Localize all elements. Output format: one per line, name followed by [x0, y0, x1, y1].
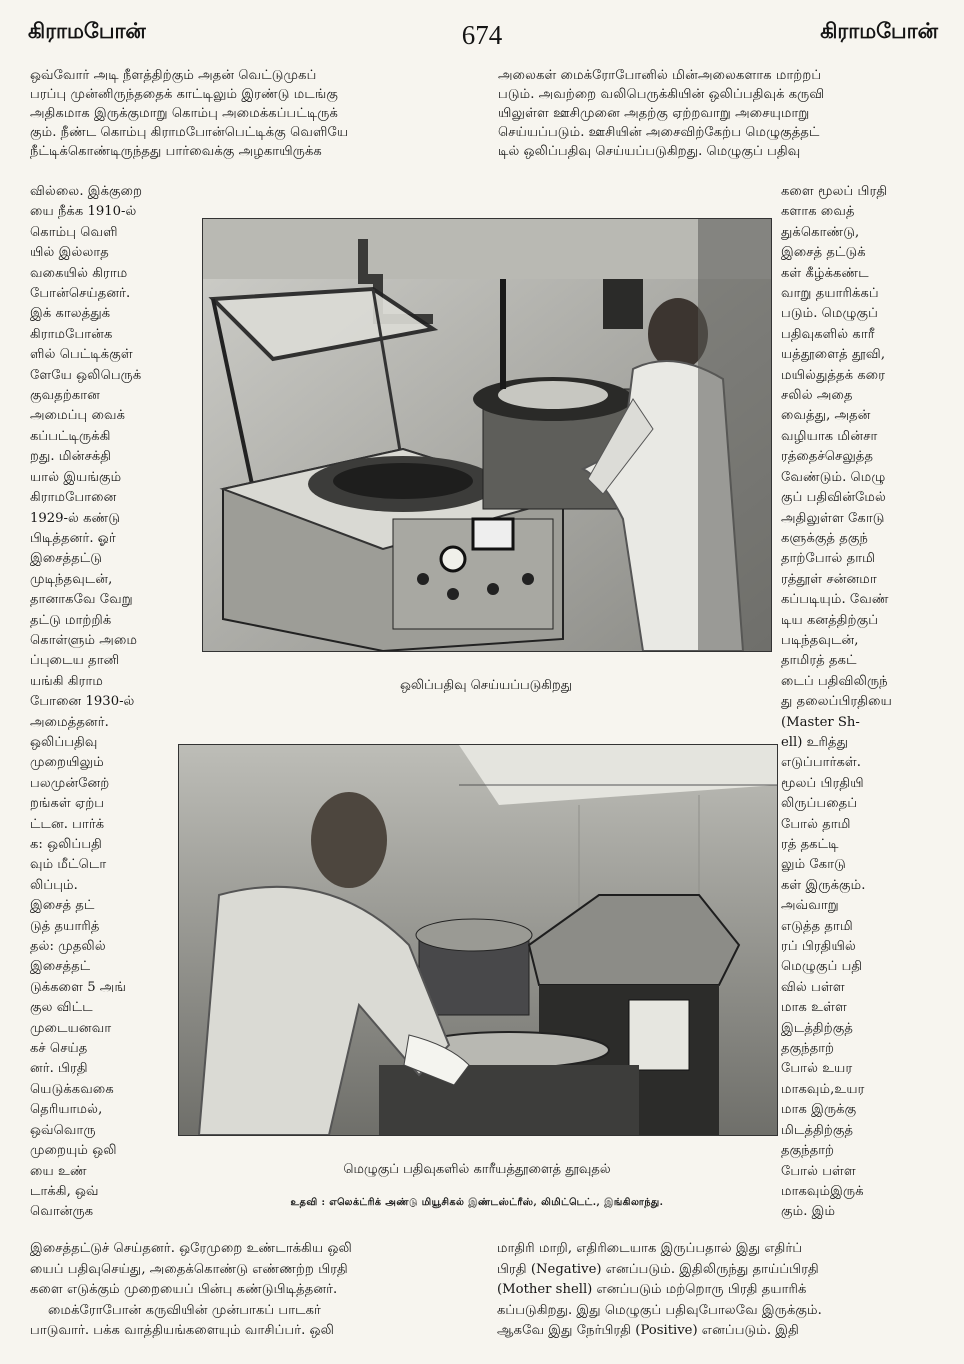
text-line: குவதற்கான	[30, 388, 100, 404]
text-line: சலில் அதை	[781, 388, 853, 404]
text-line: இக் காலத்துக்	[30, 306, 111, 322]
text-line: இசைத்தட்டுச் செய்தனர். ஒரேமுறை உண்டாக்கிய ஒலி	[30, 1241, 352, 1256]
text-line: ட்டன. பார்க்	[30, 816, 105, 832]
text-line: டைப் பதிவிலிருந்	[781, 673, 888, 689]
text-line: றது. மின்சக்தி	[30, 449, 112, 465]
text-line: களுக்குத் தகுந்	[781, 530, 869, 546]
text-line: அமைத்தனர்.	[30, 714, 109, 730]
text-line: எடுத்த தாமி	[781, 918, 853, 934]
text-line: ell) உரித்து	[781, 734, 849, 750]
text-line: யை நீக்க 1910-ல்	[30, 204, 137, 220]
text-line: கும். இம்	[781, 1204, 836, 1220]
text-line: முடிந்தவுடன்,	[30, 571, 113, 587]
text-line: குல விட்ட	[30, 1000, 93, 1016]
text-line: ரப் பிரதியில்	[781, 939, 856, 955]
text-line: மாகவும்,உயர	[781, 1081, 865, 1097]
text-line: படிந்தவுடன்,	[781, 632, 859, 648]
text-line: யிலுள்ள ஊசிமுனை அதற்கு ஏற்றவாறு அசையுமாறு	[498, 106, 810, 121]
text-line: கப்படுகிறது. இது மெழுகுப் பதிவுபோலவே இருக்கும்.	[497, 1302, 822, 1318]
text-line: றங்கள் ஏற்ப	[30, 796, 105, 812]
text-line: வும் மீட்டொ	[30, 857, 107, 873]
text-line: கொள்ளும் அமை	[30, 632, 138, 648]
text-line: பரப்பு முன்னிருந்ததைக் காட்டிலும் இரண்டு மடங்கு	[30, 87, 339, 102]
text-line: தகுந்தாற்	[781, 1143, 835, 1159]
text-line: இசைத்தட்	[30, 959, 91, 975]
text-line: ரத்தைச்செலுத்த	[781, 449, 874, 465]
text-line: வகையில் கிராம	[30, 265, 128, 281]
text-line: கிராமபோன்க	[30, 326, 113, 342]
text-line: கள் கீழ்க்கண்ட	[781, 265, 869, 281]
text-line: கச் செய்த	[30, 1041, 88, 1057]
text-line: களை எடுக்கும் முறையைப் பின்பு கண்டுபிடித்தனர்.	[30, 1282, 338, 1297]
text-line: கப்படியும். வேண்	[781, 592, 889, 608]
text-line: கப்பட்டிருக்கி	[30, 428, 111, 444]
top-right-paragraph	[498, 66, 938, 161]
text-line: தானாகவே வேறு	[30, 592, 133, 608]
text-line: கொம்பு வெளி	[30, 224, 118, 240]
text-line: ளேயே ஒலிபெருக்	[30, 367, 142, 383]
top-left-paragraph	[30, 66, 470, 161]
text-line: யங்கி கிராம	[30, 673, 103, 689]
photo2-caption: மெழுகுப் பதிவுகளில் காரீயத்தூளைத் தூவுதல்	[343, 1162, 611, 1177]
text-line: போனை 1930-ல்	[30, 694, 135, 710]
text-line: குப் பதிவின்மேல்	[781, 490, 886, 506]
text-line: அதிலுள்ள கோடு	[781, 510, 885, 526]
dusting-photo	[178, 744, 778, 1136]
text-line: இசைத்தட்டு	[30, 551, 103, 567]
bottom-right-paragraph	[497, 1239, 942, 1342]
text-line: யில் இல்லாத	[30, 245, 109, 261]
running-header-left: கிராமபோன்	[28, 18, 146, 43]
text-line: நீட்டிக்கொண்டிருந்தது பார்வைக்கு அழகாயிருக்க	[30, 144, 322, 159]
text-line: மிடத்திற்குத்	[781, 1122, 854, 1138]
text-line: மெழுகுப் பதி	[781, 959, 863, 975]
text-line: தாமிரத் தகட்	[781, 653, 857, 669]
text-line: வில்லை. இக்குறை	[30, 184, 143, 199]
text-line: டில் ஒலிப்பதிவு செய்யப்படுகிறது. மெழுகுப் பதிவு	[498, 144, 801, 159]
text-line: யை உண்	[30, 1163, 87, 1179]
recording-photo	[202, 218, 772, 652]
text-line: வழியாக மின்சா	[781, 428, 878, 444]
text-line: முடையனவா	[30, 1020, 112, 1036]
text-line: தெரியாமல்,	[30, 1102, 103, 1118]
text-line: னர். பிரதி	[30, 1061, 88, 1077]
text-line: மாகவும்இருக்	[781, 1183, 864, 1199]
text-line: இடத்திற்குத்	[781, 1020, 853, 1036]
text-line: மாக இருக்கு	[781, 1102, 857, 1118]
text-line: (Mother shell) எனப்படும் மற்றொரு பிரதி தயாரிக்	[497, 1282, 807, 1297]
text-line: யெடுக்கவகை	[30, 1081, 114, 1097]
text-line: பாடுவார். பக்க வாத்தியங்களையும் வாசிப்பர். ஒலி	[30, 1323, 335, 1338]
text-line: ளில் பெட்டிக்குள்	[30, 347, 133, 363]
text-line: போன்செய்தனர்.	[30, 286, 131, 302]
text-line: படும். அவற்றை வலிபெருக்கியின் ஒலிப்பதிவுக் கருவி	[498, 87, 825, 102]
text-line: போல் பள்ள	[781, 1163, 856, 1179]
text-line: வைத்து, அதன்	[781, 408, 871, 424]
text-line: செய்யப்படும். ஊசியின் அசைவிற்கேற்ப மெழுகுத்தட்	[498, 125, 820, 140]
text-line: துக்கொண்டு,	[781, 224, 860, 240]
text-line: லிருப்பதைப்	[781, 796, 858, 812]
photo1-caption: ஒலிப்பதிவு செய்யப்படுகிறது	[399, 678, 573, 693]
text-line: அவ்வாறு	[781, 898, 839, 914]
text-line: அதிகமாக இருக்குமாறு கொம்பு அமைக்கப்பட்டிருக்	[30, 106, 338, 121]
text-line: அமைப்பு வைக்	[30, 408, 126, 424]
text-line: களாக வைத்	[781, 204, 855, 220]
text-line: டிய கனத்திற்குப்	[781, 612, 879, 628]
text-line: கிராமபோனை	[30, 490, 117, 506]
text-line: முறையிலும்	[30, 755, 104, 771]
text-line: அலைகள் மைக்ரோபோனில் மின்அலைகளாக மாற்றப்	[498, 68, 822, 83]
text-line: போல் தாமி	[781, 816, 851, 832]
text-line: தாற்போல் தாமி	[781, 551, 876, 567]
text-line: வேண்டும். மெழு	[781, 469, 886, 485]
photo-credit: உதவி : எலெக்ட்ரிக் அண்டு மியூசிகல் இண்டஸ்ட்ரீஸ், லிமிட்டெட்., இங்கிலாந்து.	[290, 1197, 664, 1208]
text-line: பதிவுகளில் காரீ	[781, 326, 875, 342]
text-line: யத்தூளைத் தூவி,	[781, 347, 886, 363]
text-line: லும் கோடு	[781, 857, 846, 873]
page-number: 674	[461, 20, 503, 50]
text-line: கள் இருக்கும்.	[781, 877, 866, 893]
text-line: மைக்ரோபோன் கருவியின் முன்பாகப் பாடகர்	[48, 1302, 321, 1318]
text-line: மாக உள்ள	[781, 1000, 847, 1016]
text-line: மாதிரி மாறி, எதிரிடையாக இருப்பதால் இது எதிர்ப்	[497, 1241, 803, 1256]
text-line: பிரதி (Negative) எனப்படும். இதிலிருந்து தாய்ப்பிரதி	[497, 1261, 819, 1277]
text-line: தகுந்தாற்	[781, 1041, 835, 1057]
recording-photo-illustration	[203, 219, 771, 651]
text-line: பிடித்தனர். ஓர்	[30, 530, 116, 546]
text-line: இசைத் தட்	[30, 898, 95, 914]
text-line: க: ஒலிப்பதி	[30, 837, 102, 852]
text-line: லிப்பும்.	[30, 877, 78, 893]
text-line: கும். நீண்ட கொம்பு கிராமபோன்பெட்டிக்கு வெளியே	[30, 125, 349, 140]
text-line: தட்டு மாற்றிக்	[30, 612, 112, 628]
text-line: ரத்தூள் சன்னமா	[781, 571, 877, 587]
text-line: பலமுன்னேற்	[30, 775, 110, 791]
text-line: போல் உயர	[781, 1061, 853, 1077]
text-line: மயில்துத்தக் கரை	[781, 367, 886, 383]
text-line: டாக்கி, ஒவ்	[30, 1183, 99, 1199]
text-line: ஒவ்வோர் அடி நீளத்திற்கும் அதன் வெட்டுமுகப்	[30, 68, 317, 83]
text-line: வில் பள்ள	[781, 979, 845, 995]
text-line: எடுப்பார்கள்.	[781, 755, 861, 771]
text-line: மூலப் பிரதியி	[781, 775, 864, 791]
running-header-right: கிராமபோன்	[820, 18, 938, 43]
text-line: முறையும் ஒலி	[30, 1143, 117, 1159]
text-line: ஒவ்வொரு	[30, 1122, 96, 1138]
bottom-left-paragraph	[30, 1239, 475, 1342]
dusting-photo-illustration	[179, 745, 777, 1135]
left-narrow-column	[30, 182, 180, 1223]
text-line: தல்: முதலில்	[30, 939, 106, 955]
text-line: யைப் பதிவுசெய்து, அதைக்கொண்டு எண்ணற்ற பிரதி	[30, 1261, 348, 1277]
text-line: ரத் தகட்டி	[781, 837, 839, 852]
text-line: து தலைப்பிரதியை	[781, 694, 892, 710]
text-line: ஆகவே இது நேர்பிரதி (Positive) எனப்படும். இதி	[497, 1323, 799, 1338]
text-line: (Master Sh-	[781, 714, 860, 730]
text-line: ப்புடைய தானி	[30, 653, 120, 669]
text-line: டுத் தயாரித்	[30, 918, 100, 934]
text-line: வாறு தயாரிக்கப்	[781, 286, 879, 302]
text-line: 1929-ல் கண்டு	[30, 510, 121, 526]
text-line: யால் இயங்கும்	[30, 469, 122, 485]
text-line: இசைத் தட்டுக்	[781, 245, 866, 261]
text-line: படும். மெழுகுப்	[781, 306, 879, 322]
text-line: வொன்ருக	[30, 1204, 94, 1220]
text-line: களை மூலப் பிரதி	[781, 184, 888, 199]
text-line: ஒலிப்பதிவு	[30, 734, 98, 750]
text-line: டுக்களை 5 அங்	[30, 979, 127, 995]
right-narrow-column	[781, 182, 939, 1223]
